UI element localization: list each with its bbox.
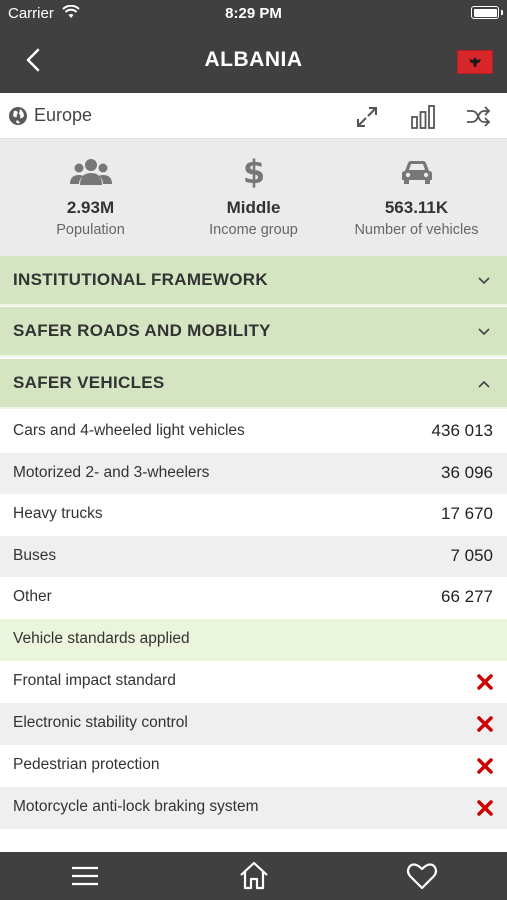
vehicle-count: 436 013 xyxy=(431,421,493,440)
stat-population xyxy=(6,139,175,256)
cross-icon xyxy=(476,673,494,691)
expand-button[interactable] xyxy=(354,104,380,130)
dollar-icon xyxy=(169,155,338,189)
clock: 8:29 PM xyxy=(225,5,282,22)
standard-row xyxy=(0,787,507,829)
vehicles-value: 563.11K xyxy=(384,198,449,217)
standard-label: Frontal impact standard xyxy=(13,672,176,689)
menu-icon xyxy=(68,860,102,892)
flag-icon xyxy=(457,50,493,74)
standard-row xyxy=(0,703,507,745)
section-safer-vehicles[interactable] xyxy=(0,359,507,409)
vehicle-row xyxy=(0,577,507,619)
vehicle-row xyxy=(0,453,507,495)
standard-label: Motorcycle anti-lock braking system xyxy=(13,798,259,815)
vehicle-type: Buses xyxy=(13,546,57,564)
stat-income xyxy=(169,139,338,256)
vehicle-type: Heavy trucks xyxy=(13,505,103,522)
section-title: SAFER VEHICLES xyxy=(13,373,165,392)
globe-icon xyxy=(8,106,28,126)
section-institutional-framework[interactable] xyxy=(0,256,507,306)
standard-row xyxy=(0,745,507,787)
population-label: Population xyxy=(56,222,125,238)
vehicle-type: Motorized 2- and 3-wheelers xyxy=(13,463,210,481)
income-label: Income group xyxy=(209,222,298,238)
vehicle-count: 7 050 xyxy=(450,545,493,565)
chevron-down-icon xyxy=(477,274,491,288)
chevron-down-icon xyxy=(477,325,491,339)
income-value: Middle xyxy=(226,198,281,217)
battery-tip xyxy=(501,10,503,15)
carrier-label: Carrier xyxy=(8,5,54,22)
home-icon xyxy=(237,860,271,892)
section-title: INSTITUTIONAL FRAMEWORK xyxy=(13,270,268,289)
standard-label: Electronic stability control xyxy=(13,714,188,731)
vehicles-label: Number of vehicles xyxy=(354,222,479,238)
home-button[interactable] xyxy=(237,860,271,892)
vehicle-count: 66 277 xyxy=(441,587,493,606)
people-icon xyxy=(6,155,175,189)
region-toolbar xyxy=(0,93,507,139)
battery-icon xyxy=(471,6,499,19)
vehicle-count: 17 670 xyxy=(441,504,493,523)
standards-header xyxy=(0,619,507,661)
population-value: 2.93M xyxy=(66,198,115,217)
cross-icon xyxy=(476,715,494,733)
vehicle-count: 36 096 xyxy=(441,462,493,482)
section-title: SAFER ROADS AND MOBILITY xyxy=(13,321,271,340)
standards-header-label: Vehicle standards applied xyxy=(13,630,190,647)
heart-icon xyxy=(405,860,439,892)
vehicle-type: Cars and 4-wheeled light vehicles xyxy=(13,422,245,439)
region-label xyxy=(8,105,92,126)
car-icon xyxy=(332,155,501,189)
country-stats xyxy=(0,139,507,256)
shuffle-icon xyxy=(465,104,491,130)
chart-button[interactable] xyxy=(410,104,436,130)
standard-row xyxy=(0,661,507,703)
cross-icon xyxy=(476,757,494,775)
vehicle-type: Other xyxy=(13,588,52,605)
svg-text:$: $ xyxy=(242,155,265,189)
vehicle-row xyxy=(0,494,507,536)
tab-bar xyxy=(0,852,507,900)
menu-button[interactable] xyxy=(68,860,102,892)
cross-icon xyxy=(476,799,494,817)
vehicle-row xyxy=(0,536,507,578)
chevron-up-icon xyxy=(477,377,491,391)
standard-label: Pedestrian protection xyxy=(13,756,160,773)
favorites-button[interactable] xyxy=(405,860,439,892)
expand-icon xyxy=(354,104,380,130)
stat-vehicles xyxy=(332,139,501,256)
region-name: Europe xyxy=(34,105,93,125)
nav-bar xyxy=(0,28,507,93)
bar-chart-icon xyxy=(410,104,436,130)
section-safer-roads[interactable] xyxy=(0,307,507,357)
status-bar xyxy=(0,0,507,28)
page-title: ALBANIA xyxy=(204,48,303,71)
vehicle-row xyxy=(0,411,507,453)
shuffle-button[interactable] xyxy=(465,104,491,130)
